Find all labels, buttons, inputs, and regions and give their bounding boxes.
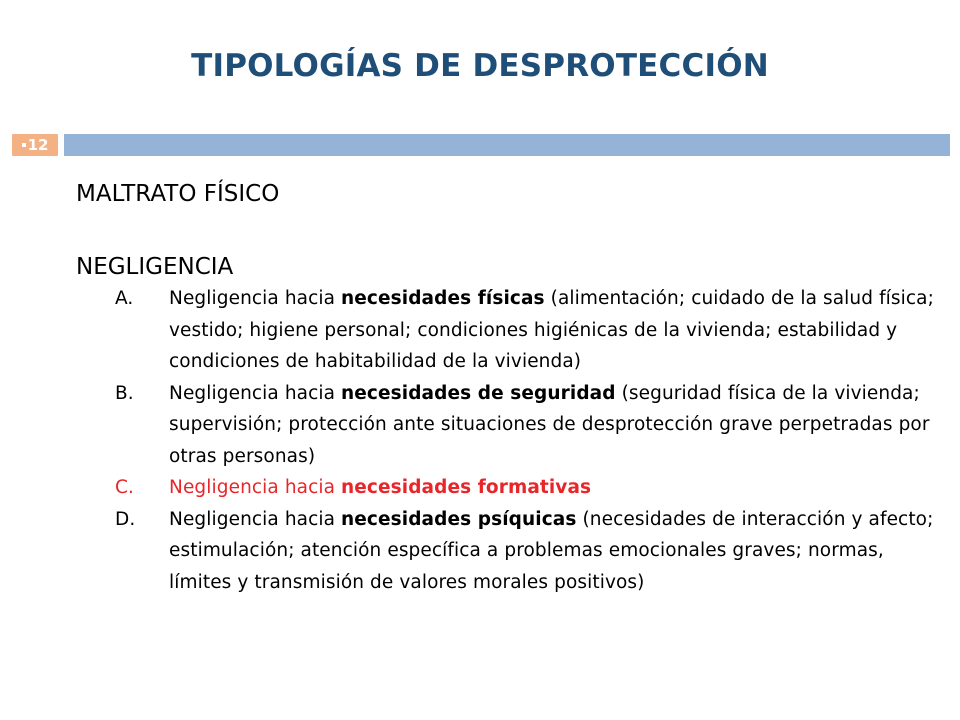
slide-number: 12 [22,136,49,154]
slide-content [76,178,936,598]
item-bold: necesidades psíquicas [341,508,577,530]
negligence-list [76,283,936,598]
item-suffix: (seguridad física de la vivienda; supervisión; protección ante situaciones de desprotección grave perpetradas por otras personas) [169,382,930,467]
list-item-b [76,378,936,473]
item-suffix: (alimentación; cuidado de la salud física; vestido; higiene personal; condiciones higiénicas de la vivienda; estabilidad y condiciones de habitabilidad de la vivienda) [169,288,934,372]
header-bar [64,134,950,156]
item-bold: necesidades de seguridad [341,382,616,404]
list-item-c [76,472,936,504]
list-marker: D. [115,508,136,530]
list-marker: B. [115,382,134,404]
list-marker: C. [115,477,134,498]
item-prefix: Negligencia hacia [169,288,342,309]
list-item-a [76,283,936,378]
section-heading-maltrato: MALTRATO FÍSICO [76,181,280,207]
item-bold: necesidades físicas [341,288,545,309]
list-marker: A. [115,288,134,309]
spacer [76,210,936,251]
item-prefix: Negligencia hacia [169,508,342,530]
item-prefix: Negligencia hacia [169,382,342,404]
item-prefix: Negligencia hacia [169,477,342,498]
section-heading-negligencia: NEGLIGENCIA [76,254,234,280]
item-suffix: (necesidades de interacción y afecto; estimulación; atención específica a problemas emocionales graves; normas, límites y transmisión de valores morales positivos) [169,508,934,593]
slide-title: TIPOLOGÍAS DE DESPROTECCIÓN [191,48,769,84]
slide-number-badge [12,134,58,156]
list-item-d [76,504,936,599]
item-bold: necesidades formativas [341,477,592,498]
